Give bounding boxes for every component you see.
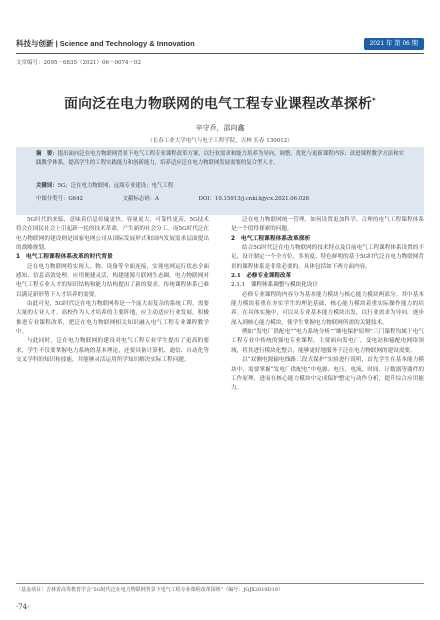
right-column [231, 216, 424, 394]
body-paragraph: 与此同时，泛在电力物联网的建设对电气工程专业学生提出了更高的要求，学生不仅要掌握电力系统的基本理论，还要具备计算机、通信、自动化等交叉学科的知识和技能，并能够灵活运用所学知识解决实际工程问题。 [16, 338, 209, 364]
journal-name: 科技与创新 | Science and Technology & Innovation [16, 39, 195, 48]
abstract-label: 摘 要： [36, 151, 58, 157]
article-number: 文章编号：2095－6835（2021）06－0074－02 [16, 60, 141, 66]
authors: 辛守乔，邵向鑫 [195, 124, 245, 132]
clc-number: 中图分类号：G642 [36, 196, 83, 202]
section-heading: 2.1.1 课程体系调整与模块化设计 [231, 282, 318, 289]
abstract [36, 150, 404, 169]
affiliation: （长春工业大学电气与电子工程学院，吉林 长春 130012） [147, 138, 293, 144]
paper-title [0, 92, 440, 112]
footnote-rule [16, 583, 424, 584]
keywords-label: 关键词： [36, 183, 58, 189]
header-rule [16, 53, 424, 54]
issue-badge: 2021 年 第 06 期 [364, 38, 424, 50]
body-paragraph: 5G时代的来临，意味着信息传输更快、容量更大、可靠性更高。5G技术将会在国民社会上引起新一轮的技术革命，产生新的社会分工。而5G时代泛在电力物联网的建设则是国家电网公司从国际发展形式和国内发展需求层面提出的战略规划。 [16, 217, 209, 252]
classification [36, 194, 404, 202]
keywords [36, 181, 404, 189]
running-header [16, 38, 424, 52]
body-paragraph: 必修专业课程的内容分为基本能力模块与核心能力模块两部分。其中基本能力模块着重在夯实学生的理论基础，核心能力模块着重实际操作能力的培养。在具体实施中，可以从专业基本能力模块出发，以行业需求为导向，逐步深入到核心能力模块，使学生掌握电力物联网所需的关键技术。 [231, 291, 424, 326]
paper-title-text: 面向泛在电力物联网的电气工程专业课程改革探析 [64, 96, 373, 112]
section-heading: 2.1 必修专业课程改革 [231, 273, 292, 280]
title-footnote-mark: * [372, 96, 376, 105]
doi: DOI：10.15913/j.cnki.kjycx.2021.06.026 [198, 196, 310, 202]
body-paragraph: 泛在电力物联网统一管理，如何设置更加科学、合理的电气工程课程体系是一个值得探索的问题。 [231, 217, 424, 233]
keywords-text: 5G；泛在电力物联网；远端专业建设；电气工程 [57, 183, 174, 189]
body-paragraph: 结合5G时代泛在电力物联网的技术特点及目前电气工程课程体系设置的不足，设计制定一个全方位、多角度、特色鲜明的基于5G时代泛在电力物联网背景的课程体系是非常必要的，具体包括如下两方面内容。 [231, 245, 424, 270]
body-paragraph: 泛在电力物联网将实现人、物、设备等全面连接，实现电网运行状态全面感知、信息高效处理、应用便捷灵活，构建能源互联网生态圈。电力物联网对电气工程专业人才的知识结构和能力结构提出了新的要求，传统课程体系已难以满足新形势下人才培养的需要。 [16, 263, 209, 298]
left-column [16, 216, 209, 366]
body-paragraph: 以“双侧电源输电线路三段式保护”实验进行说明，首先学生在基本能力模块中，需要掌握“发电厂供配电”中电源、电压、电流、时间、计数器等器件的工作原理，进而在核心能力模块中完成保护整定与动作分析，提升综合应用能力。 [231, 357, 424, 392]
body-paragraph: 例如“发电厂供配电”“电力系统分析”“继电保护原理”三门课程均属于电气工程专业中传统的强电专业课程，主要面向发电厂、变电站和输配电网络领域，将其进行模块化整合，能够更好地服务于泛在电力物联网的建设需要。 [231, 329, 424, 354]
doc-code: 文献标志码：A [122, 196, 159, 202]
page-number: ·74· [16, 603, 30, 611]
body-paragraph: 由此可见，5G时代泛在电力物联网将是一个庞大而复杂的系统工程，需要大量的专业人才。高校作为人才培养的主要阵地，应主动适应行业发展，积极推进专业课程改革，把泛在电力物联网相关知识融入电气工程专业课程教学中。 [16, 301, 209, 336]
abstract-text: 提出面向泛在电力物联网背景下电气工程专业课程改革方案，以行业需求和能力培养为导向，调整、优化与更新课程内容；改进课程教学方法和实践教学体系，提高学生的工程实践能力和创新能力，培养适应泛在电力物联网发展需要的复合型人才。 [36, 151, 404, 167]
footnote: 〔基金项目〕吉林省高等教育学会“5G时代泛在电力物联网背景下电气工程专业课程改革探析”（编号：JGJX2019D19） [16, 587, 283, 593]
section-heading: 2 电气工程课程体系改革探析 [231, 235, 311, 242]
section-heading: 1 电气工程课程体系改革的时代背景 [16, 254, 113, 261]
